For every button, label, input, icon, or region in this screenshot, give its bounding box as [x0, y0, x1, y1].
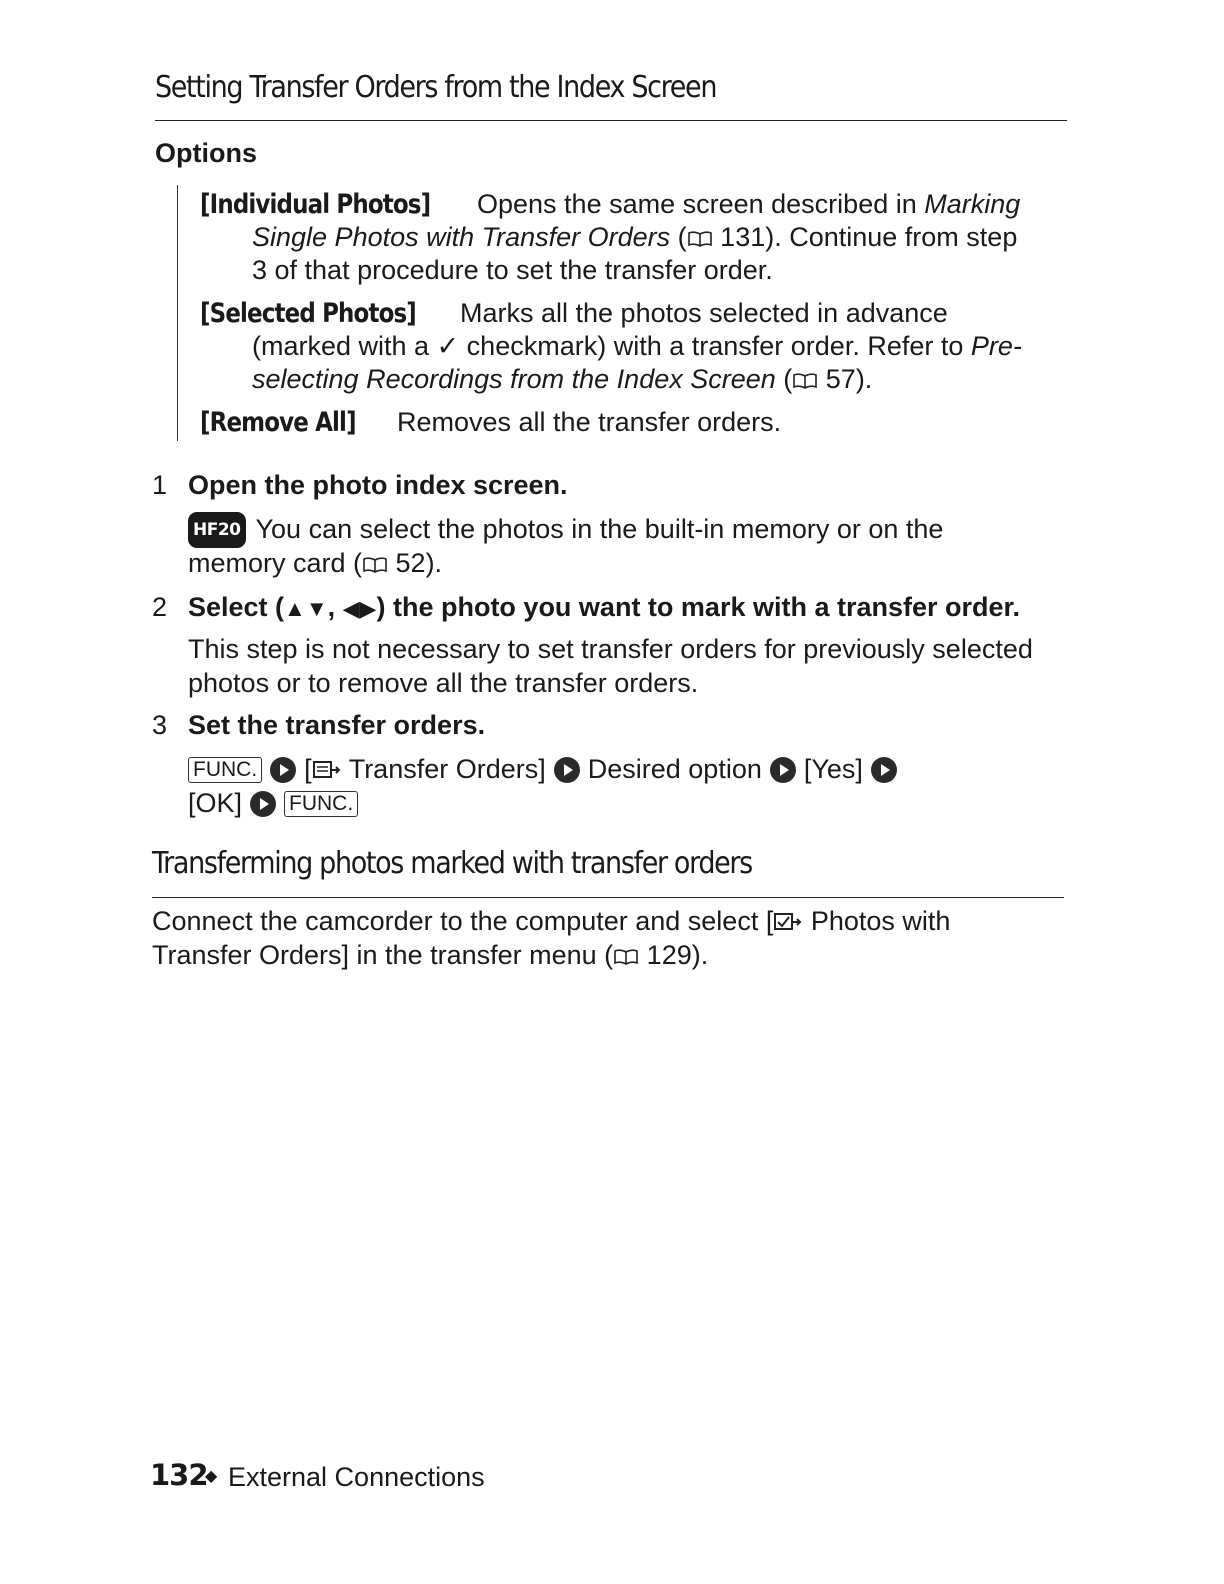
transfer-orders-icon [312, 759, 342, 781]
book-icon [362, 557, 388, 573]
step-body-line: photos or to remove all the transfer orders. [188, 668, 699, 698]
book-icon [687, 231, 713, 247]
diamond-separator: ◆ [205, 1468, 218, 1485]
photos-transfer-icon [773, 911, 803, 933]
up-down-arrows-icon: ▲▼ [284, 596, 328, 621]
section-body-line: Connect the camcorder to the computer and select [ Photos with [152, 906, 951, 936]
page-number: 132 [150, 1458, 208, 1492]
options-bar [177, 185, 178, 441]
option-desc-line2: (marked with a ✓ checkmark) with a transfer order. Refer to Pre- [252, 331, 1022, 361]
option-desc: Opens the same screen described in Marking [477, 189, 1021, 219]
arrow-icon [554, 757, 580, 783]
model-badge: HF20 [188, 512, 246, 548]
func-key: FUNC. [284, 791, 358, 817]
option-key: [Individual Photos] [200, 189, 431, 220]
step-body-line: HF20 You can select the photos in the built-in memory or on the [188, 512, 943, 548]
option-individual-photos [200, 188, 1070, 288]
step-body-line: memory card ( 52). [188, 548, 443, 578]
arrow-icon [770, 757, 796, 783]
section-heading: Transferming photos marked with transfer orders [152, 846, 752, 881]
option-desc-line3: selecting Recordings from the Index Screen ( 57). [252, 364, 873, 394]
step-body-line: This step is not necessary to set transfer orders for previously selected [188, 634, 1033, 664]
arrow-icon [871, 757, 897, 783]
option-desc: Marks all the photos selected in advance [460, 298, 948, 328]
arrow-icon [270, 757, 296, 783]
footer-section-label: External Connections [228, 1462, 485, 1492]
step-title: Select (▲▼, ◀▶) the photo you want to mark with a transfer order. [188, 592, 1021, 622]
page-heading: Setting Transfer Orders from the Index Screen [155, 70, 717, 105]
step-number: 3 [152, 710, 168, 740]
step-body-line: [OK] FUNC. [188, 786, 358, 820]
section-rule [152, 897, 1064, 898]
option-remove-all [200, 406, 1070, 442]
func-key: FUNC. [188, 757, 262, 783]
book-icon [613, 949, 639, 965]
option-key: [Remove All] [200, 407, 356, 438]
step-title: Set the transfer orders. [188, 710, 486, 740]
book-icon [792, 373, 818, 389]
option-desc-line2: Single Photos with Transfer Orders ( 131). Continue from step [252, 222, 1018, 252]
heading-rule [155, 120, 1067, 121]
step-number: 1 [152, 470, 168, 500]
arrow-icon [250, 791, 276, 817]
left-right-arrows-icon: ◀▶ [342, 596, 377, 621]
options-title: Options [155, 138, 257, 168]
option-selected-photos [200, 297, 1070, 397]
option-desc-line3: 3 of that procedure to set the transfer order. [252, 255, 773, 285]
option-key: [Selected Photos] [200, 298, 416, 329]
step-body-line: FUNC. [ Transfer Orders] Desired option [Yes] [188, 752, 905, 786]
step-number: 2 [152, 592, 168, 622]
option-desc: Removes all the transfer orders. [397, 407, 782, 437]
section-body-line: Transfer Orders] in the transfer menu ( 129). [152, 940, 709, 970]
step-title: Open the photo index screen. [188, 470, 568, 500]
